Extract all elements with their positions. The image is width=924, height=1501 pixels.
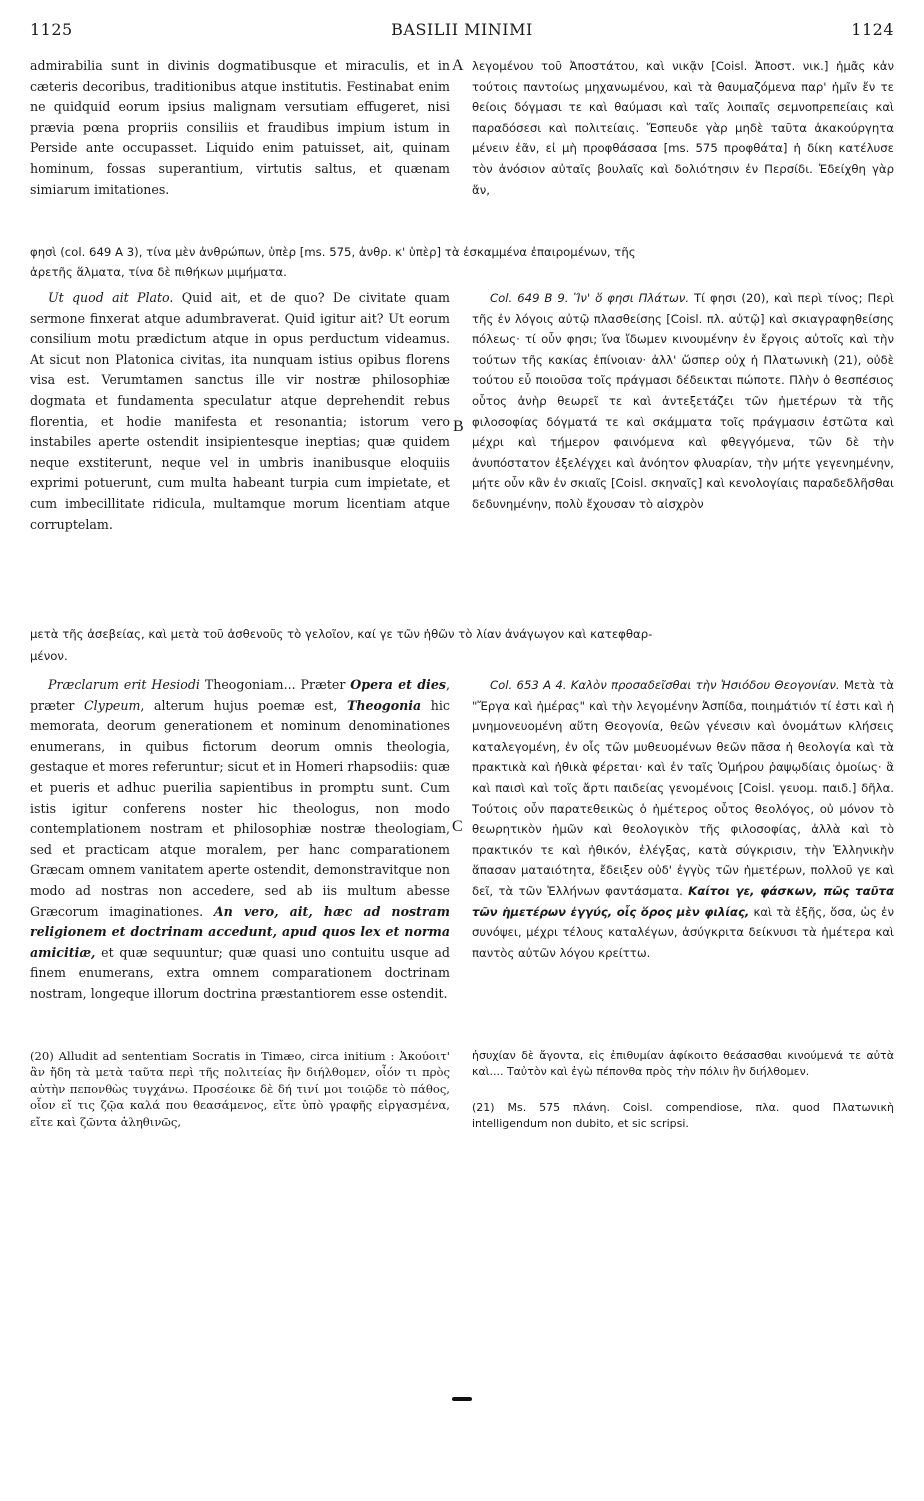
greek-column-section-2 [472,288,894,616]
greek-paragraph: λεγομένου τοῦ Ἀποστάτου, καὶ νικᾷν [Coisl. Ἀποστ. νικ.] ἡμᾶς κἀν τούτοις παντοίως μηχανωμένου, καὶ τὰ θαυμαζόμενα παρ' ἡμῖν ἔν τε θείοις δόγμασι τε καὶ θαύμασι καὶ ταῖς λοιπαῖς σεμνοπρεπείαις καὶ παραδόσεσι καὶ πολιτείαις. Ἔσπευδε γὰρ μηδὲ ταῦτα ἀκακούργητα μένειν ἐᾶν, εἰ μὴ προφθάσασα [ms. 575 προφθάτα] ἡ δίκη κατέλυσε τὸν ἀνόσιον αὐταῖς βουλαῖς καὶ δολιότησιν ἐν Περσίδι. Ἐδείχθη γὰρ ἄν, [472,59,894,197]
greek-column-section-1 [472,56,894,240]
margin-marker-c: C [452,818,463,835]
greek-paragraph: Μετὰ τὰ "Ἔργα καὶ ἡμέρας" καὶ τὴν λεγομένην Ἀσπίδα, ποιημάτιόν τί ἐστι καὶ ἡ μνημονευομένη αὕτη Θεογονία, θεῶν γένεσιν καὶ ὀνομάτων κλήσεις καταλεγομένη, ἐν οἷς τῶν μυθευομένων θεῶν πᾶσα ἡ θεολογία καὶ τὰ πρακτικὰ καὶ ἠθικὰ φέρεται· καὶ ἐν ταῖς Ὁμήρου ῥαψῳδίαις ὁμοίως· ἃ καὶ παισὶ καὶ τοῖς ἄρτι παιδείας γενομένοις [Coisl. γευομ. παιδ.] δῆλα. Τούτοις οὖν παρατεθεικὼς ὁ ἡμέτερος οὗτος θεολόγος, οὐ μόνον τὸ θεωρητικὸν ἡμῶν καὶ θεολογικὸν τῆς φιλοσοφίας, ἀλλὰ καὶ τὸ πρακτικόν τε καὶ ἠθικόν, ἐλέγξας, κατὰ σύγκρισιν, τὴν Ἑλληνικὴν ἅπασαν ματαιότητα, ἔδειξεν οὐδ' ἐγγὺς τῶν ἡμετέρων, πολλοῦ γε καὶ δεῖ, τὰ τῶν Ἑλλήνων φαντάσματα. [472,678,894,898]
page-header [30,20,894,44]
running-title: BASILII MINIMI [391,20,533,39]
end-ornament [452,1397,472,1401]
greek-paragraph: Τί φησι (20), καὶ περὶ τίνος; Περὶ τῆς ἐν λόγοις αὐτῷ πλασθείσης [Coisl. πλ. αὐτῷ] καὶ σκιαγραφηθείσης πόλεως· τί οὖν φησι; ἵνα ἴδωμεν κινουμένην ἐν ἔργοις αὐτοῖς καὶ τὴν τούτων τῆς κακίας ἐπίνοιαν· ἀλλ' ὥσπερ οὐχ ἡ Πλατωνικὴ (21), οὐδὲ τούτου εὖ ποιοῦσα τοῖς πράγμασι δέδεικται πώποτε. Πλὴν ὁ θεσπέσιος οὗτος ἀνὴρ θεωρεῖ τε καὶ ἀντεξετάζει τῶν ἡμετέρων τὰ τῆς φιλοσοφίας δόγματά τε καὶ σκάμματα τοῖς πράγμασιν ἐστῶτα καὶ μέχρι καὶ τήμερον φαινόμενα καὶ φθεγγόμενα, τῶν δὲ τὴν ἀνυπόστατον ἐξελέγχει καὶ ἀνόητον φλυαρίαν, τὴν μήτε γεγενημένην, μήτε οὖν κἂν ἐν σκιαῖς [Coisl. σκηναῖς] καὶ κενολογίαις παραδεδλῆσθαι δεδυνημένην, πολὺ ἔχουσαν τὸ αἰσχρὸν [472,291,894,511]
greek-column-section-3 [472,675,894,1035]
greek-paragraph-end: καὶ τὰ ἑξῆς, ὅσα, ὡς ἐν συνόψει, μέχρι τέλους καταλέγων, ἀσύγκριτα δείκνυσι τὰ ἡμέτερα καὶ παντὸς αὐτῶν λόγου κρείττω. [472,904,894,960]
latin-column-section-2 [30,288,450,616]
footnote-20: (20) Alludit ad sententiam Socratis in Timæo, circa initium : Ἀκούοιτ' ἂν ἤδη τὰ μετὰ ταῦτα περὶ τῆς πολιτείας ἣν διήλθομεν, οἷόν τι πρὸς αὐτὴν πεπονθὼς τυγχάνω. Προσέοικε δὲ δή τινί μοι τοιῷδε τὸ πάθος, οἷον εἴ τις ζῷα καλά που θεασάμενος, εἴτε ὑπὸ γραφῆς εἰργασμένα, εἴτε καὶ ζῶντα ἀληθινῶς, [30,1049,450,1129]
latin-paragraph: hic memorata, deorum generationem et nominum denominationes enumerans, in quibus fictorum deorum omnis theologia, gestaque et mores referuntur; sicut et in Homeri rhapsodiis: quæ et pueris et adhuc puerilia sapientibus in promptu sunt. Cum istis igitur conferens noster hic theologus, non modo contemplationem nostram et philosophiæ nostræ theologiam, sed et practicam atque moralem, per hanc comparationem Græcam omnem vanitatem aperte ostendit, demonstravitque non modo ad nostras non accedere, sed ab iis multum abesse Græcorum imaginationes. [30,697,450,919]
latin-column-section-1 [30,56,450,240]
latin-italic: Theogonia [346,697,422,713]
greek-quotation: Καίτοι γε, φάσκων, πῶς ταῦτα τῶν ἡμετέρων ἐγγύς, οἷς ὅρος μὲν φιλίας, [472,883,894,919]
full-width-line: φησὶ (col. 649 A 3), τίνα μὲν ἀνθρώπων, ὑπὲρ [ms. 575, ἀνθρ. κ' ὑπὲρ] τὰ ἐσκαμμένα ἐπαιρομένων, τῆς [30,245,636,259]
latin-italic: Opera et dies [350,677,446,692]
latin-text: Theogoniam... Præter [204,677,346,692]
footnote-20-continued: ἡσυχίαν δὲ ἄγοντα, εἰς ἐπιθυμίαν ἀφίκοιτο θεάσασθαι κινούμενά τε αὐτὰ καὶ.... Ταὐτὸν καὶ ἐγὼ πέπονθα πρὸς τὴν πόλιν ἣν διήλθομεν. [472,1049,894,1079]
right-page-number: 1124 [851,20,894,39]
latin-lemma: Præclarum erit Hesiodi [48,677,200,692]
full-width-line: ἀρετῆς ἅλματα, τίνα δὲ πιθήκων μιμήματα. [30,265,287,279]
latin-paragraph: admirabilia sunt in divinis dogmatibusque et miraculis, et in cæteris decoribus, traditionibus atque institutis. Festinabat enim ne quidquid eorum ipsius malignam versutiam effugeret, nisi prævia pœna propriis consiliis et fraudibus impium istum in Perside ante occupasset. Liquido enim patuisset, ait, quinam hominum, fossas superantium, virtutis saltus, et quænam simiarum imitationes. [30,58,450,197]
full-width-line: μετὰ τῆς ἀσεβείας, καὶ μετὰ τοῦ ἀσθενοῦς τὸ γελοῖον, καί γε τῶν ἠθῶν τὸ λίαν ἀνάγωγον καὶ κατεφθαρ- [30,627,653,641]
greek-lemma: Col. 649 B 9. Ἵν' ὅ φησι Πλάτων. [490,291,690,305]
latin-column-section-3 [30,675,450,1035]
margin-marker-b: B [453,418,464,435]
latin-paragraph-end: et quæ sequuntur; quæ quasi uno contuitu usque ad finem enumerans, extra omnem comparationem doctrinam nostram, longeque illorum doctrina præstantiorem esse ostendit. [30,944,450,1001]
greek-lemma: Col. 653 A 4. Καλὸν προσαδεῖσθαι τὴν Ἡσιόδου Θεογονίαν. [490,678,840,692]
full-width-line: μένον. [30,649,68,663]
latin-quotation: An vero, ait, hæc ad nostram religionem et doctrinam accedunt, apud quos lex et norma amicitiæ, [30,903,450,960]
latin-text: , præter [30,677,450,713]
latin-lemma: Ut quod ait Plato. [48,290,174,305]
latin-paragraph: Quid ait, et de quo? De civitate quam sermone finxerat atque adumbraverat. Quid igitur ait? Ut eorum consilium motu prædictum atque in opus perductum videamus. At sicut non Platonica civitas, ita nunquam istius opibus florens visa est. Verumtamen sanctus ille vir nostræ philosophiæ dogmata et fundamenta speculatur atque deprehendit rebus florentia, et hodie manifesta et resonantia; istorum vero instabiles aperte ostendit insipientesque ineptias; quæ quidem neque exstiterunt, neque vel in umbris inanibusque eloquiis exprimi potuerunt, cum multa habeant turpia cum impietate, et cum imbecillitate ridicula, multamque morum licentiam atque corruptelam. [30,290,450,532]
latin-italic: Clypeum [84,697,141,713]
footnote-21: (21) Ms. 575 πλάνη. Coisl. compendiose, πλα. quod Πλατωνικὴ intelligendum non dubito, et sic scripsi. [472,1101,894,1131]
margin-marker-a: A [452,57,464,74]
latin-text: , alterum hujus poemæ est, [140,697,338,713]
left-page-number: 1125 [30,20,73,39]
